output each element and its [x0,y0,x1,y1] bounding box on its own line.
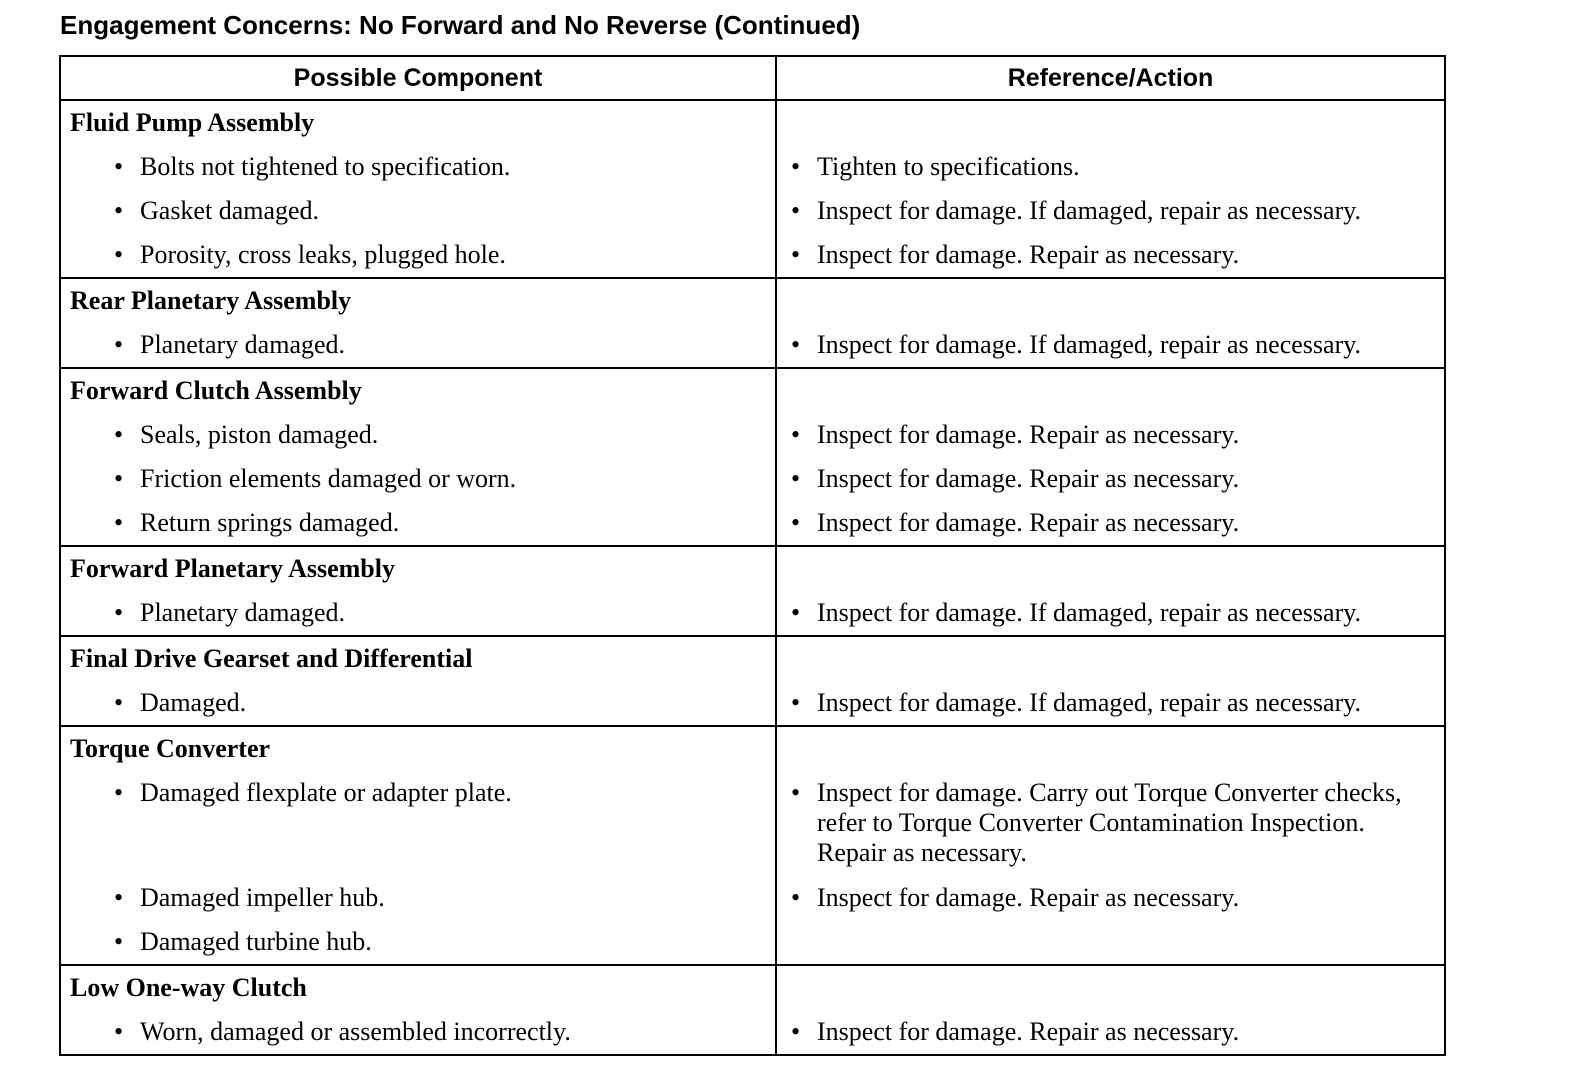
cause-text: Damaged flexplate or adapter plate. [140,778,512,807]
table-row [60,413,1445,457]
table-row [60,1010,1445,1055]
cause-text: Damaged turbine hub. [140,927,372,956]
table-row [60,233,1445,278]
component-heading-row [60,965,1445,1010]
action-cell [776,501,1445,546]
action-cell [776,145,1445,189]
component-heading: Fluid Pump Assembly [70,108,315,137]
action-cell [776,1010,1445,1055]
cause-text: Planetary damaged. [140,598,346,627]
table-row [60,920,1445,965]
empty-action-cell [776,920,1445,965]
action-cell [776,233,1445,278]
bullet-icon: • [114,927,124,956]
cause-text: Damaged impeller hub. [140,883,385,912]
action-cell [776,681,1445,726]
page-title: Engagement Concerns: No Forward and No Reverse (Continued) [60,10,861,40]
component-heading: Low One-way Clutch [70,973,307,1002]
bullet-icon: • [791,420,801,449]
component-cell [60,278,776,323]
cause-cell [60,413,776,457]
column-header-possible-component: Possible Component [60,56,776,100]
component-heading-row [60,726,1445,771]
cause-text: Return springs damaged. [140,508,400,537]
cause-cell [60,876,776,920]
concerns-table [59,55,1446,1056]
bullet-icon: • [791,330,801,359]
action-text: Inspect for damage. Repair as necessary. [817,508,1240,537]
action-text: Tighten to specifications. [817,152,1080,181]
bullet-icon: • [114,688,124,717]
component-cell [60,368,776,413]
table-row [60,189,1445,233]
table-row [60,876,1445,920]
action-cell [776,323,1445,368]
component-cell [60,636,776,681]
component-cell [60,100,776,145]
component-heading: Final Drive Gearset and Differential [70,644,473,673]
bullet-icon: • [791,240,801,269]
bullet-icon: • [791,598,801,627]
component-heading-row [60,368,1445,413]
bullet-icon: • [114,420,124,449]
bullet-icon: • [114,1017,124,1046]
bullet-icon: • [791,152,801,181]
bullet-icon: • [114,240,124,269]
action-cell [776,457,1445,501]
bullet-icon: • [114,330,124,359]
table-row [60,681,1445,726]
action-text: Inspect for damage. Carry out Torque Converter checks, refer to Torque Converter Contamination Inspection. Repair as necessary. [817,778,1402,867]
cause-cell [60,233,776,278]
bullet-icon: • [791,1017,801,1046]
component-cell [60,726,776,771]
cause-cell [60,1010,776,1055]
cause-cell [60,189,776,233]
action-cell [776,771,1445,876]
action-text: Inspect for damage. Repair as necessary. [817,883,1240,912]
cause-text: Bolts not tightened to specification. [140,152,511,181]
cause-cell [60,920,776,965]
bullet-icon: • [114,598,124,627]
component-heading: Rear Planetary Assembly [70,286,352,315]
cause-text: Planetary damaged. [140,330,346,359]
component-heading-row [60,278,1445,323]
cause-cell [60,591,776,636]
cause-cell [60,681,776,726]
component-heading-row [60,546,1445,591]
action-cell [776,189,1445,233]
action-text: Inspect for damage. If damaged, repair as necessary. [817,688,1362,717]
component-heading: Forward Planetary Assembly [70,554,395,583]
table-row [60,591,1445,636]
component-cell [60,965,776,1010]
bullet-icon: • [791,778,801,807]
table-row [60,145,1445,189]
action-text: Inspect for damage. If damaged, repair as necessary. [817,598,1362,627]
action-cell [776,413,1445,457]
empty-action-cell [776,636,1445,681]
action-cell [776,591,1445,636]
action-cell [776,876,1445,920]
empty-action-cell [776,100,1445,145]
component-heading-row [60,636,1445,681]
cause-text: Seals, piston damaged. [140,420,379,449]
action-text: Inspect for damage. Repair as necessary. [817,464,1240,493]
cause-cell [60,501,776,546]
action-text: Inspect for damage. Repair as necessary. [817,240,1240,269]
cause-text: Porosity, cross leaks, plugged hole. [140,240,506,269]
bullet-icon: • [791,508,801,537]
cause-text: Damaged. [140,688,247,717]
table-row [60,501,1445,546]
empty-action-cell [776,546,1445,591]
component-heading: Forward Clutch Assembly [70,376,362,405]
empty-action-cell [776,965,1445,1010]
bullet-icon: • [114,883,124,912]
table-row [60,771,1445,876]
bullet-icon: • [114,152,124,181]
component-heading-row [60,100,1445,145]
action-text: Inspect for damage. If damaged, repair as necessary. [817,330,1362,359]
cause-cell [60,323,776,368]
component-cell [60,546,776,591]
bullet-icon: • [791,196,801,225]
bullet-icon: • [114,778,124,807]
cause-cell [60,457,776,501]
cause-cell [60,145,776,189]
cause-text: Worn, damaged or assembled incorrectly. [140,1017,571,1046]
bullet-icon: • [114,464,124,493]
bullet-icon: • [791,688,801,717]
cause-text: Friction elements damaged or worn. [140,464,517,493]
action-text: Inspect for damage. If damaged, repair as necessary. [817,196,1362,225]
action-text: Inspect for damage. Repair as necessary. [817,1017,1240,1046]
cause-text: Gasket damaged. [140,196,320,225]
bullet-icon: • [791,883,801,912]
column-header-reference-action: Reference/Action [776,56,1445,100]
empty-action-cell [776,278,1445,323]
action-text: Inspect for damage. Repair as necessary. [817,420,1240,449]
bullet-icon: • [114,508,124,537]
component-heading: Torque Converter [70,734,271,763]
empty-action-cell [776,726,1445,771]
bullet-icon: • [791,464,801,493]
table-row [60,323,1445,368]
table-header-row [60,56,1445,100]
bullet-icon: • [114,196,124,225]
table-row [60,457,1445,501]
empty-action-cell [776,368,1445,413]
cause-cell [60,771,776,876]
